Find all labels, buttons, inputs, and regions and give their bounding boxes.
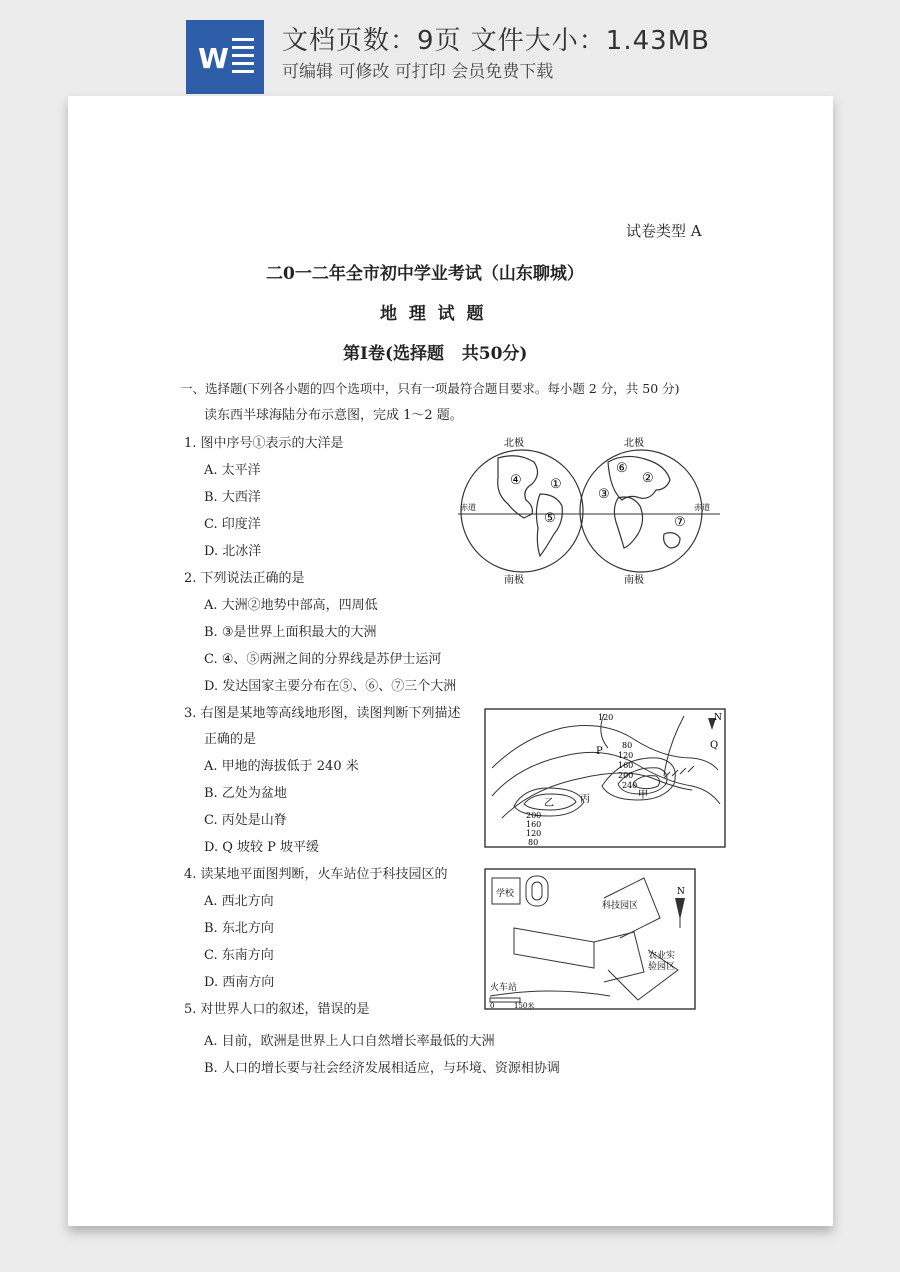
plan-scale-zero: 0 — [490, 1002, 495, 1010]
contour-label-top-120: 120 — [598, 713, 614, 722]
question-5-option-b: B. 人口的增长要与社会经济发展相适应，与环境、资源相协调 — [204, 1061, 560, 1076]
contour-label-80: 80 — [622, 741, 633, 750]
question-1-option-b: B. 大西洋 — [204, 490, 261, 505]
question-2-option-b: B. ③是世界上面积最大的大洲 — [204, 625, 377, 640]
banner-title: 文档页数：9页 文件大小：1.43MB — [282, 26, 710, 56]
plan-label-tech-park: 科技园区 — [602, 901, 639, 911]
paper-type-label: 试卷类型 A — [626, 222, 702, 240]
question-2-stem: 2. 下列说法正确的是 — [184, 571, 305, 586]
hemisphere-label-equator-right: 赤道 — [694, 503, 710, 512]
question-2-option-a: A. 大洲②地势中部高，四周低 — [204, 598, 378, 613]
hemisphere-label-north-left: 北极 — [504, 438, 524, 449]
contour-label-240: 240 — [622, 781, 638, 790]
hemisphere-label-south-left: 南极 — [504, 575, 524, 586]
question-3-option-d: D. Q 坡较 P 坡平缓 — [204, 840, 320, 855]
question-1-option-d: D. 北冰洋 — [204, 544, 262, 559]
hemisphere-marker-5: ⑤ — [544, 511, 556, 526]
question-1-option-a: A. 太平洋 — [204, 463, 261, 478]
plan-label-farm-1: 农业实 — [648, 951, 676, 961]
hemisphere-marker-7: ⑦ — [674, 515, 686, 530]
question-4-option-c: C. 东南方向 — [204, 948, 274, 963]
word-logo-letter: W — [198, 42, 229, 75]
contour-label-left-160: 160 — [526, 820, 542, 829]
question-3-option-b: B. 乙处为盆地 — [204, 786, 287, 801]
hemisphere-label-north-right: 北极 — [624, 438, 644, 449]
part-title: 第Ⅰ卷(选择题 共50分) — [343, 344, 528, 364]
question-2-option-c: C. ④、⑤两洲之间的分界线是苏伊士运河 — [204, 652, 442, 667]
question-4-option-d: D. 西南方向 — [204, 975, 275, 990]
hemisphere-marker-4: ④ — [510, 473, 522, 488]
word-logo-lines-icon — [232, 38, 254, 78]
question-5-stem: 5. 对世界人口的叙述，错误的是 — [184, 1002, 370, 1017]
contour-label-160: 160 — [618, 761, 634, 770]
question-5-option-a: A. 目前，欧洲是世界上人口自然增长率最低的大洲 — [204, 1034, 495, 1049]
hemisphere-marker-6: ⑥ — [616, 461, 628, 476]
intro-text: 读东西半球海陆分布示意图，完成 1～2 题。 — [204, 408, 463, 423]
contour-north-label: N — [714, 713, 722, 723]
question-4-stem: 4. 读某地平面图判断，火车站位于科技园区的 — [184, 867, 448, 882]
contour-label-left-80: 80 — [528, 838, 539, 847]
hemisphere-label-south-right: 南极 — [624, 575, 644, 586]
question-2-option-d: D. 发达国家主要分布在⑤、⑥、⑦三个大洲 — [204, 679, 457, 694]
hemisphere-marker-1: ① — [550, 477, 562, 492]
contour-label-200: 200 — [618, 771, 634, 780]
plan-label-farm-2: 验园区 — [648, 962, 676, 972]
contour-label-left-120: 120 — [526, 829, 542, 838]
plan-map — [484, 868, 696, 1010]
question-3-stem-continued: 正确的是 — [204, 732, 257, 747]
download-banner — [0, 0, 900, 96]
question-1-stem: 1. 图中序号①表示的大洋是 — [184, 436, 344, 451]
section-heading: 一、选择题(下列各小题的四个选项中，只有一项最符合题目要求。每小题 2 分，共 50 分) — [180, 381, 680, 396]
contour-point-yi: 乙 — [544, 798, 554, 809]
question-3-option-a: A. 甲地的海拔低于 240 米 — [204, 759, 359, 774]
contour-point-bing: 丙 — [580, 794, 590, 805]
contour-point-q: Q — [710, 740, 719, 751]
exam-title: 二0一二年全市初中学业考试（山东聊城） — [266, 264, 584, 284]
hemisphere-marker-2: ② — [642, 471, 654, 486]
banner-subtitle: 可编辑 可修改 可打印 会员免费下载 — [282, 62, 554, 82]
contour-point-p: P — [596, 746, 603, 757]
plan-label-school: 学校 — [496, 889, 515, 899]
contour-point-jia: 甲 — [638, 790, 648, 801]
plan-label-station: 火车站 — [490, 983, 518, 993]
word-logo — [186, 20, 264, 94]
document-page — [68, 96, 833, 1226]
subject-title: 地 理 试 题 — [380, 304, 484, 324]
plan-north-label: N — [677, 887, 685, 897]
question-1-option-c: C. 印度洋 — [204, 517, 261, 532]
hemisphere-map — [458, 436, 720, 586]
hemisphere-marker-3: ③ — [598, 487, 610, 502]
contour-label-120: 120 — [618, 751, 634, 760]
question-3-option-c: C. 丙处是山脊 — [204, 813, 287, 828]
question-3-stem: 3. 右图是某地等高线地形图，读图判断下列描述 — [184, 706, 461, 721]
plan-scale-label: 150米 — [514, 1002, 535, 1010]
question-4-option-a: A. 西北方向 — [204, 894, 274, 909]
hemisphere-label-equator-left: 赤道 — [460, 503, 476, 512]
question-4-option-b: B. 东北方向 — [204, 921, 274, 936]
contour-label-left-200: 200 — [526, 811, 542, 820]
contour-map — [484, 708, 726, 848]
